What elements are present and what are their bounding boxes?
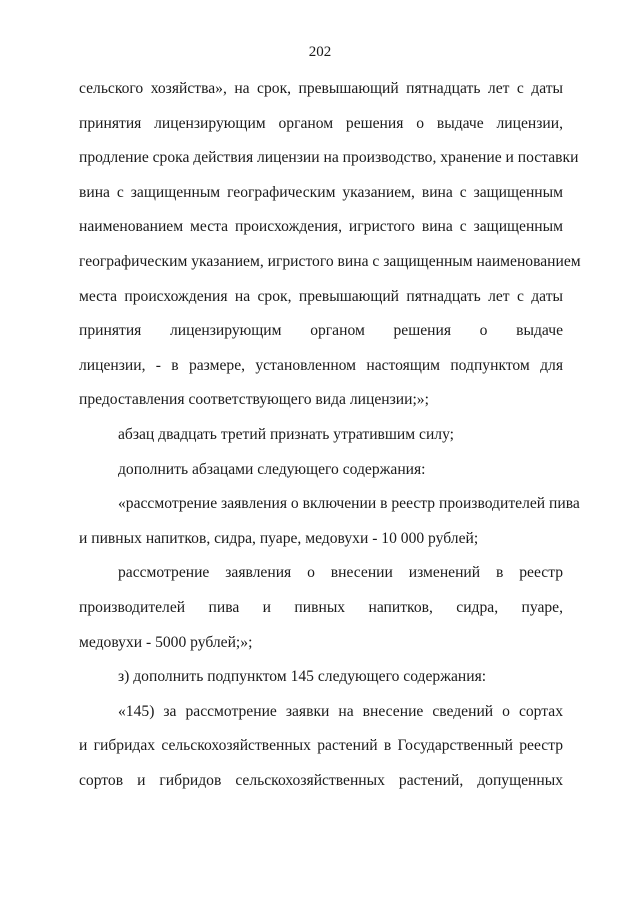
text-line: и пивных напитков, сидра, пуаре, медовухи - 10 000 рублей; [79, 529, 479, 547]
paragraph-line: абзац двадцать третий признать утратившим силу; [118, 425, 455, 443]
text-line: принятия лицензирующим органом решения о выдаче лицензии, [79, 114, 563, 132]
paragraph-line: «рассмотрение заявления о включении в реестр производителей пива [118, 495, 580, 513]
text-line: наименованием места происхождения, игристого вина с защищенным [79, 218, 563, 236]
text-line: лицензии, - в размере, установленном настоящим подпунктом для [79, 356, 563, 374]
text-line: производителей пива и пивных напитков, сидра, пуаре, [79, 598, 563, 616]
text-line: сельского хозяйства», на срок, превышающий пятнадцать лет с даты [79, 80, 563, 97]
paragraph-line: з) дополнить подпунктом 145 следующего содержания: [118, 668, 487, 686]
text-line: сортов и гибридов сельскохозяйственных растений, допущенных [79, 771, 563, 789]
paragraph-line: дополнить абзацами следующего содержания: [118, 460, 426, 478]
text-line: предоставления соответствующего вида лицензии;»; [79, 391, 429, 409]
text-line: места происхождения на срок, превышающий пятнадцать лет с даты [79, 287, 563, 305]
text-line: продление срока действия лицензии на производство, хранение и поставки [79, 149, 579, 167]
paragraph-line: «145) за рассмотрение заявки на внесение сведений о сортах [118, 702, 563, 720]
text-line: медовухи - 5000 рублей;»; [79, 633, 253, 651]
text-line: вина с защищенным географическим указанием, вина с защищенным [79, 183, 563, 201]
text-line: принятия лицензирующим органом решения о выдаче [79, 322, 563, 340]
text-line: географическим указанием, игристого вина с защищенным наименованием [79, 252, 581, 270]
text-line: и гибридах сельскохозяйственных растений в Государственный реестр [79, 737, 563, 755]
document-body [79, 72, 581, 798]
paragraph-line: рассмотрение заявления о внесении изменений в реестр [118, 564, 563, 582]
page-number: 202 [308, 44, 332, 60]
